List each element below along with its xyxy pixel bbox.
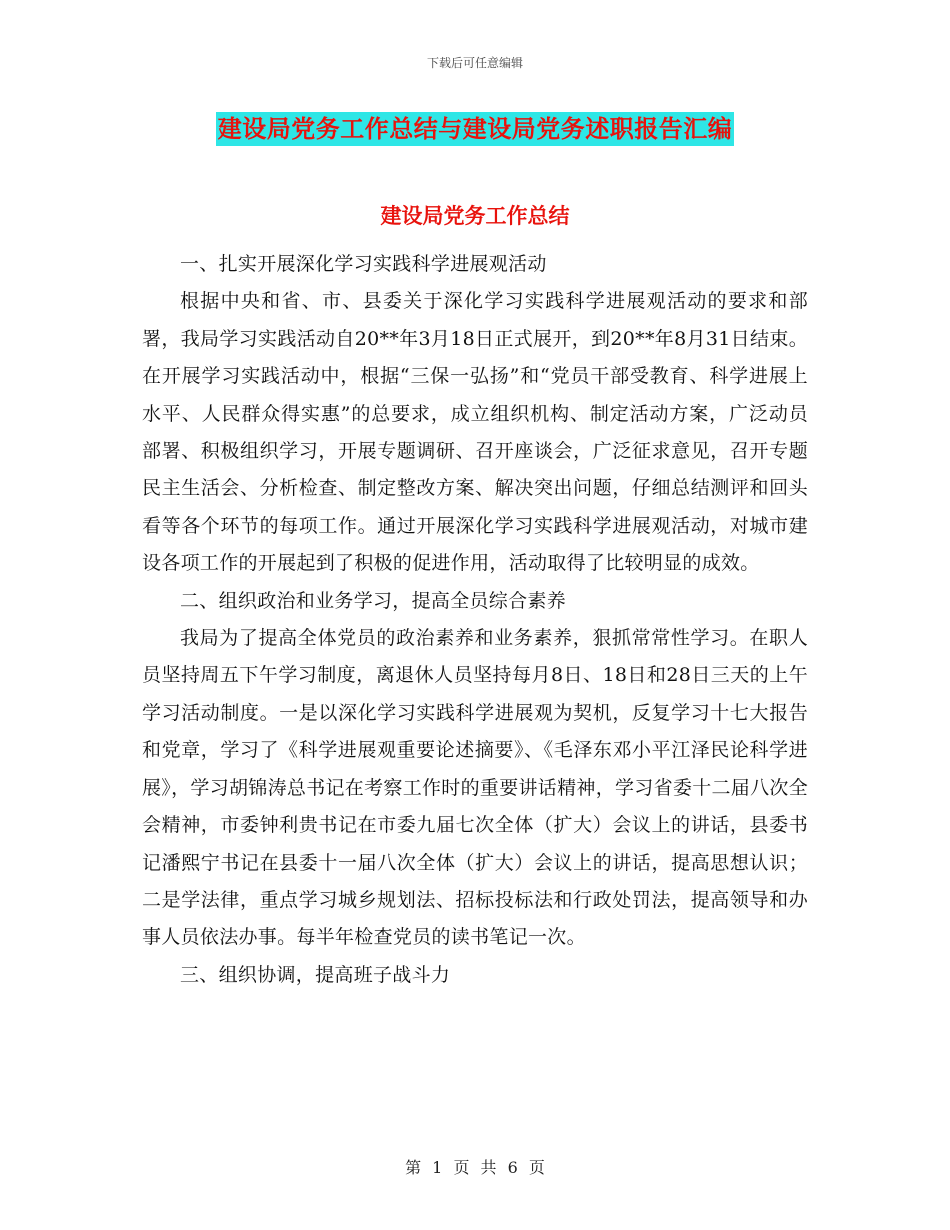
heading-2: 二、组织政治和业务学习，提高全员综合素养 — [180, 589, 567, 612]
paragraph-1: 根据中央和省、市、县委关于深化学习实践科学进展观活动的要求和部署，我局学习实践活动自20**年3月18日正式展开，到20**年8月31日结束。在开展学习实践活动中，根据“三保一弘扬”和“党员干部受教育、科学进展上水平、人民群众得实惠”的总要求，成立组织机构、制定活动方案，广泛动员部署、积极组织学习，开展专题调研、召开座谈会，广泛征求意见，召开专题民主生活会、分析检查、制定整改方案、解决突出问题，仔细总结测评和回头看等各个环节的每项工作。通过开展深化学习实践科学进展观活动，对城市建设各项工作的开展起到了积极的促进作用，活动取得了比较明显的成效。 — [142, 290, 808, 575]
section-title: 建设局党务工作总结 — [380, 203, 570, 228]
heading-3: 三、组织协调，提高班子战斗力 — [180, 963, 451, 986]
document-title: 建设局党务工作总结与建设局党务述职报告汇编 — [216, 112, 735, 146]
paragraph-2: 我局为了提高全体党员的政治素养和业务素养，狠抓常常性学习。在职人员坚持周五下午学习制度，离退休人员坚持每月8日、18日和28日三天的上午学习活动制度。一是以深化学习实践科学进展观为契机，反复学习十七大报告和党章，学习了《科学进展观重要论述摘要》、《毛泽东邓小平江泽民论科学进展》，学习胡锦涛总书记在考察工作时的重要讲话精神，学习省委十二届八次全会精神，市委钟利贵书记在市委九届七次全体（扩大）会议上的讲话，县委书记潘熙宁书记在县委十一届八次全体（扩大）会议上的讲话，提高思想认识；二是学法律，重点学习城乡规划法、招标投标法和行政处罚法，提高领导和办事人员依法办事。每半年检查党员的读书笔记一次。 — [142, 627, 809, 949]
document-body — [142, 246, 808, 994]
page-footer: 第 1 页 共 6 页 — [405, 1158, 545, 1177]
document-title-container — [0, 112, 950, 146]
header-note: 下载后可任意编辑 — [426, 56, 523, 70]
heading-1: 一、扎实开展深化学习实践科学进展观活动 — [180, 253, 547, 275]
